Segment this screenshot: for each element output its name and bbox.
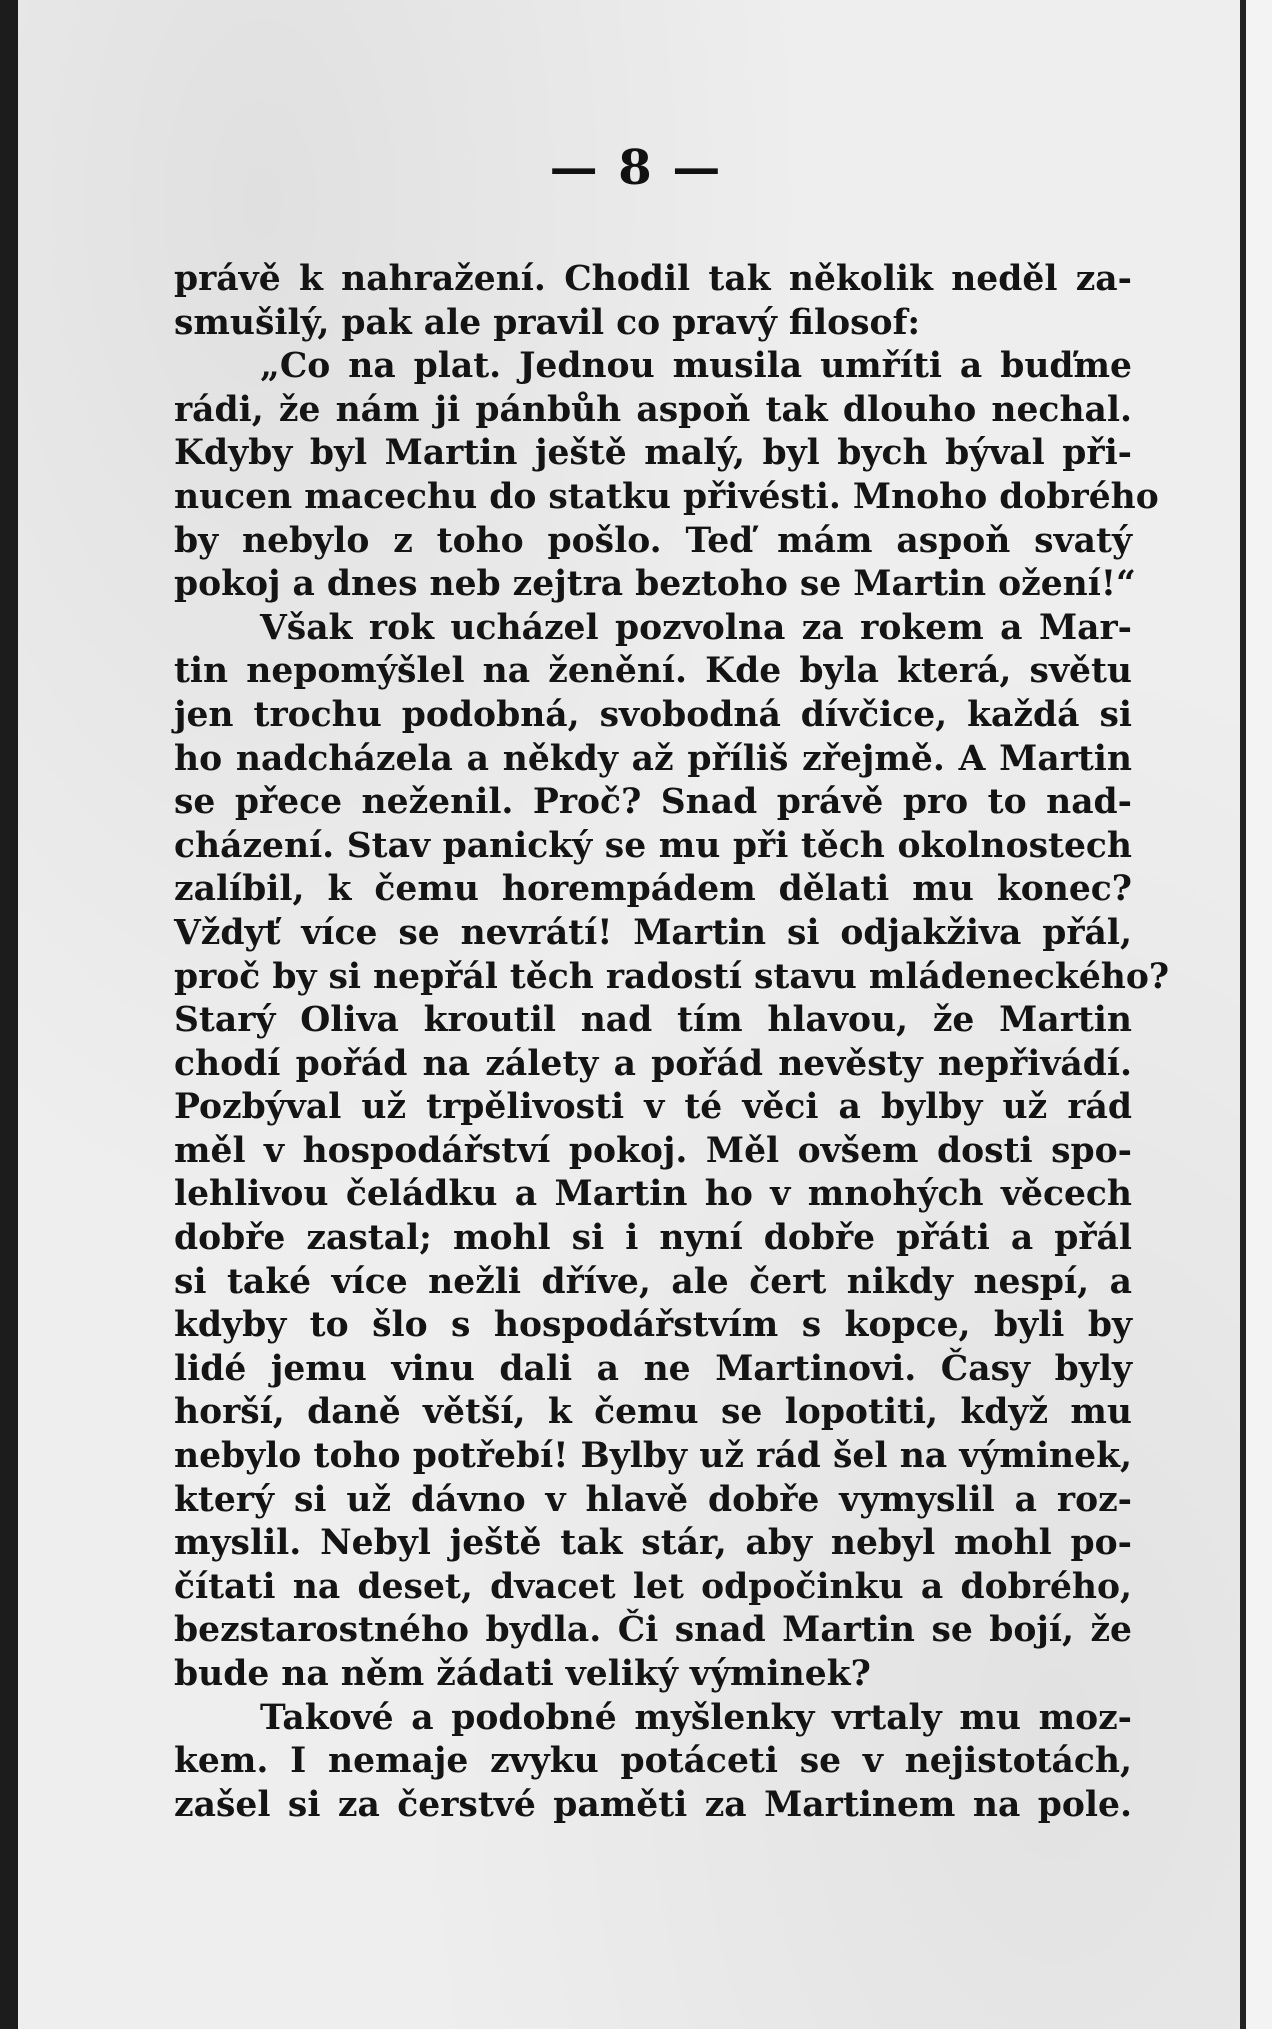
text-line: ho nadcházela a někdy až příliš zřejmě. A Martin (174, 738, 1132, 779)
text-line: rádi, že nám ji pánbůh aspoň tak dlouho nechal. (174, 389, 1132, 430)
text-line: si také více nežli dříve, ale čert nikdy nespí, a (174, 1261, 1132, 1302)
text-line: Však rok ucházel pozvolna za rokem a Mar- (260, 607, 1132, 648)
text-line: by nebylo z toho pošlo. Teď mám aspoň svatý (174, 520, 1132, 561)
text-line: lehlivou čeládku a Martin ho v mnohých věcech (174, 1174, 1132, 1215)
text-line: právě k nahražení. Chodil tak několik neděl za- (174, 259, 1132, 299)
text-line: lidé jemu vinu dali a ne Martinovi. Časy byly (174, 1348, 1132, 1389)
text-line: který si už dávno v hlavě dobře vymyslil a roz- (174, 1479, 1132, 1520)
text-line: bezstarostného bydla. Či snad Martin se bojí, že (174, 1610, 1132, 1651)
text-line: čítati na deset, dvacet let odpočinku a dobrého, (174, 1566, 1132, 1607)
text-line: horší, daně větší, k čemu se lopotiti, když mu (174, 1392, 1132, 1433)
text-line: smušilý, pak ale pravil co pravý filosof: (174, 302, 921, 343)
text-line: pokoj a dnes neb zejtra beztoho se Martin ožení!“ (174, 564, 1136, 605)
text-line: tin nepomýšlel na ženění. Kde byla která, světu (174, 651, 1132, 692)
text-line: myslil. Nebyl ještě tak stár, aby nebyl mohl po- (174, 1523, 1132, 1564)
text-line: zalíbil, k čemu horempádem dělati mu konec? (174, 869, 1132, 910)
text-line: proč by si nepřál těch radostí stavu mládeneckého? (174, 956, 1170, 997)
text-line: „Co na plat. Jednou musila umříti a buďme (260, 346, 1132, 387)
text-line: cházení. Stav panický se mu při těch okolnostech (174, 825, 1132, 866)
page-number: — 8 — (549, 140, 723, 196)
text-line: měl v hospodářství pokoj. Měl ovšem dosti spo- (174, 1130, 1132, 1171)
text-line: kdyby to šlo s hospodářstvím s kopce, byli by (174, 1305, 1132, 1346)
text-line: kem. I nemaje zvyku potáceti se v nejistotách, (174, 1741, 1132, 1782)
adjacent-page-edge (1240, 0, 1272, 2029)
text-line: se přece neženil. Proč? Snad právě pro to nad- (174, 782, 1132, 823)
text-line: dobře zastal; mohl si i nyní dobře přáti a přál (174, 1218, 1132, 1259)
text-line: Starý Oliva kroutil nad tím hlavou, že Martin (174, 1000, 1132, 1041)
text-line: bude na něm žádati veliký výminek? (174, 1654, 871, 1694)
text-line: zašel si za čerstvé paměti za Martinem na pole. (174, 1784, 1132, 1825)
text-line: Vždyť více se nevrátí! Martin si odjakživa přál, (174, 912, 1132, 953)
text-line: Kdyby byl Martin ještě malý, byl bych býval při- (174, 433, 1132, 474)
text-line: Takové a podobné myšlenky vrtaly mu moz- (260, 1697, 1132, 1738)
body-text (174, 258, 1170, 1827)
text-line: chodí pořád na zálety a pořád nevěsty nepřivádí. (174, 1043, 1132, 1084)
text-line: nebylo toho potřebí! Bylby už rád šel na výminek, (174, 1436, 1132, 1477)
text-line: jen trochu podobná, svobodná dívčice, každá si (174, 694, 1132, 735)
text-line: nucen macechu do statku přivésti. Mnoho dobrého (174, 476, 1159, 517)
text-line: Pozbýval už trpělivosti v té věci a bylby už rád (174, 1087, 1132, 1128)
